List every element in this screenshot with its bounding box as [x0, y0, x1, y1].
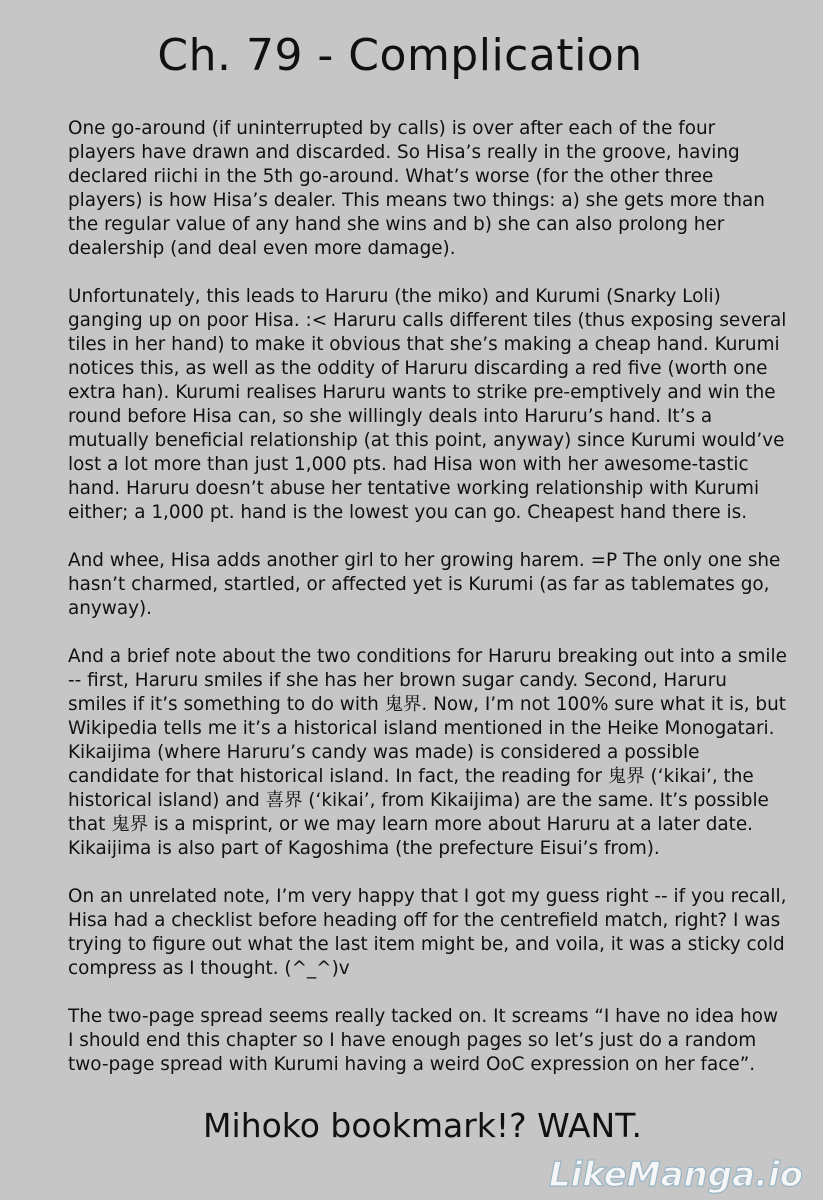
paragraph-go-around: One go-around (if uninterrupted by calls) is over after each of the four players have drawn and discarded. So Hisa’s really in the groove, having declared riichi in the 5th go-around. What’s worse (for the other three players) is how Hisa’s dealer. This means two things: a) she gets more than the regular value of any hand she wins and b) she can also prolong her dealership (and deal even more damage).	[68, 118, 765, 259]
paragraph-ganging-up: Unfortunately, this leads to Haruru (the miko) and Kurumi (Snarky Loli) ganging up on poor Hisa. :< Haruru calls different tiles (thus exposing several tiles in her hand) to make it obvious that she’s making a cheap hand. Kurumi notices this, as well as the oddity of Haruru discarding a red five (worth one extra han). Kurumi realises Haruru wants to strike pre-emptively and win the round before Hisa can, so she willingly deals into Haruru’s hand. It’s a mutually beneficial relationship (at this point, anyway) since Kurumi would’ve lost a lot more than just 1,000 pts. had Hisa won with her awesome-tastic hand. Haruru doesn’t abuse her tentative working relationship with Kurumi either; a 1,000 pt. hand is the lowest you can go. Cheapest hand there is.	[68, 286, 787, 523]
site-watermark-logo	[545, 1150, 815, 1194]
page-title: Ch. 79 - Complication	[157, 30, 643, 81]
paragraph-checklist: On an unrelated note, I’m very happy that I got my guess right -- if you recall, Hisa had a checklist before heading off for the centrefield match, right? I was trying to figure out what the last item might be, and voila, it was a sticky cold compress as I thought. (^_^)v	[68, 886, 787, 979]
paragraph-two-page-spread: The two-page spread seems really tacked on. It screams “I have no idea how I should end this chapter so I have enough pages so let’s just do a random two-page spread with Kurumi having a weird OoC expression on her face”.	[68, 1006, 779, 1075]
paragraph-harem: And whee, Hisa adds another girl to her growing harem. =P The only one she hasn’t charmed, startled, or affected yet is Kurumi (as far as tablemates go, anyway).	[68, 550, 781, 619]
closing-remark: Mihoko bookmark!? WANT.	[203, 1106, 642, 1145]
watermark-text: LikeManga.io	[549, 1155, 803, 1194]
translator-notes	[68, 117, 788, 1101]
paragraph-kikai: And a brief note about the two conditions for Haruru breaking out into a smile -- first, Haruru smiles if she has her brown sugar candy. Second, Haruru smiles if it’s something to do with 鬼界. Now, I’m not 100% sure what it is, but Wikipedia tells me it’s a historical island mentioned in the Heike Monogatari. Kikaijima (where Haruru’s candy was made) is considered a possible candidate for that historical island. In fact, the reading for 鬼界 (‘kikai’, the historical island) and 喜界 (‘kikai’, from Kikaijima) are the same. It’s possible that 鬼界 is a misprint, or we may learn more about Haruru at a later date. Kikaijima is also part of Kagoshima (the prefecture Eisui’s from).	[68, 646, 787, 859]
